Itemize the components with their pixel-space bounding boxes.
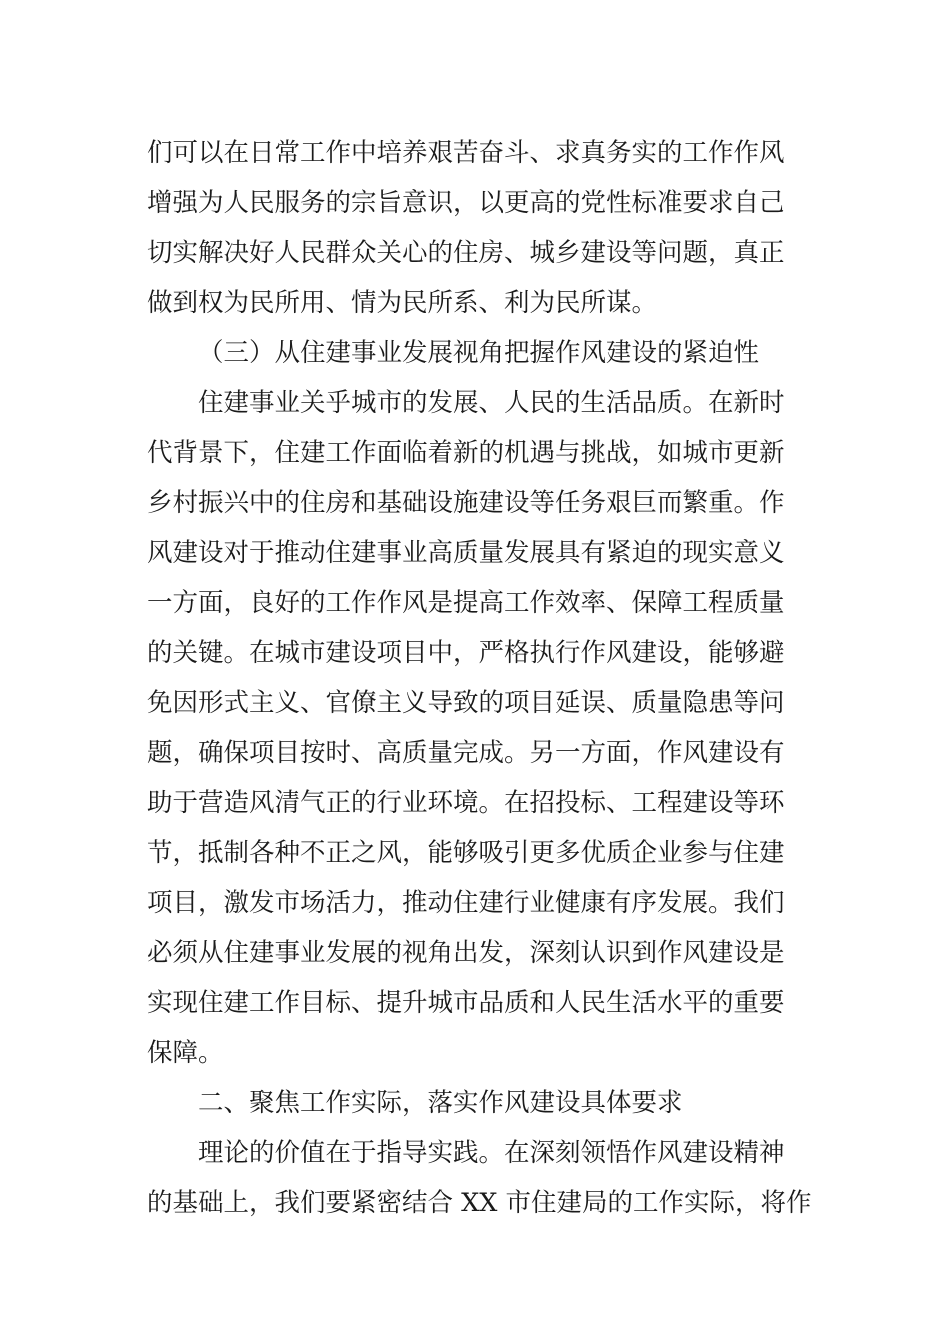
section-subheading: （三）从住建事业发展视角把握作风建设的紧迫性: [198, 338, 760, 368]
body-text-line: 节，抵制各种不正之风，能够吸引更多优质企业参与住建: [147, 838, 785, 868]
body-text-line: 保障。: [147, 1038, 224, 1068]
body-text-line: 们可以在日常工作中培养艰苦奋斗、求真务实的工作作风: [147, 138, 785, 168]
body-text-line: 题，确保项目按时、高质量完成。另一方面，作风建设有: [147, 738, 785, 768]
body-text-line: 做到权为民所用、情为民所系、利为民所谋。: [147, 288, 658, 318]
section-heading: 二、聚焦工作实际，落实作风建设具体要求: [198, 1088, 683, 1118]
body-text-line: 一方面，良好的工作作风是提高工作效率、保障工程质量: [147, 588, 785, 618]
body-text-line: 切实解决好人民群众关心的住房、城乡建设等问题，真正: [147, 238, 785, 268]
body-text-line: 实现住建工作目标、提升城市品质和人民生活水平的重要: [147, 988, 785, 1018]
body-text-line: 风建设对于推动住建事业高质量发展具有紧迫的现实意义: [147, 538, 785, 568]
body-text-line: 免因形式主义、官僚主义导致的项目延误、质量隐患等问: [147, 688, 785, 718]
body-text-line: 乡村振兴中的住房和基础设施建设等任务艰巨而繁重。作: [147, 488, 785, 518]
paragraph-first-line: 理论的价值在于指导实践。在深刻领悟作风建设精神: [198, 1138, 785, 1168]
body-text-line: 项目，激发市场活力，推动住建行业健康有序发展。我们: [147, 888, 785, 918]
paragraph-first-line: 住建事业关乎城市的发展、人民的生活品质。在新时: [198, 388, 785, 418]
body-text-line: 助于营造风清气正的行业环境。在招投标、工程建设等环: [147, 788, 785, 818]
body-text-line: 的关键。在城市建设项目中，严格执行作风建设，能够避: [147, 638, 785, 668]
body-text-line: 的基础上，我们要紧密结合 XX 市住建局的工作实际，将作: [147, 1188, 812, 1218]
body-text-line: 增强为人民服务的宗旨意识，以更高的党性标准要求自己: [147, 188, 785, 218]
body-text-line: 必须从住建事业发展的视角出发，深刻认识到作风建设是: [147, 938, 785, 968]
body-text-line: 代背景下，住建工作面临着新的机遇与挑战，如城市更新: [147, 438, 785, 468]
